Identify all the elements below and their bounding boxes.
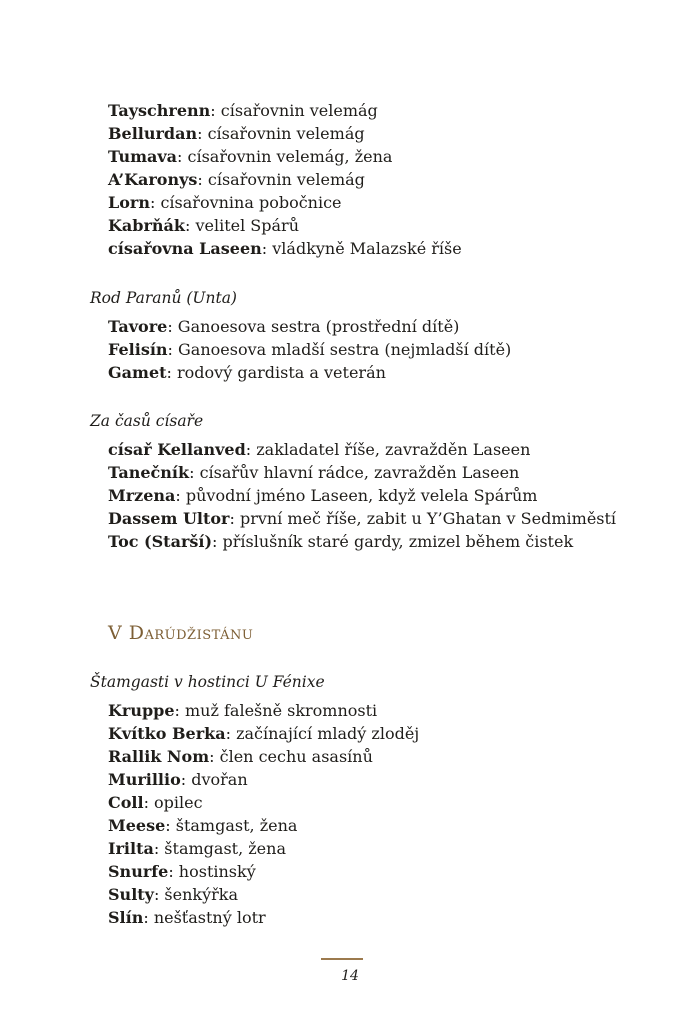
character-description: : příslušník staré gardy, zmizel během čistek	[212, 532, 574, 551]
character-description: : vládkyně Malazské říše	[261, 239, 462, 258]
character-description: : opilec	[143, 793, 203, 812]
character-description: : muž falešně skromnosti	[174, 701, 378, 720]
character-description: : zakladatel říše, zavražděn Laseen	[245, 440, 531, 459]
character-name: Coll	[108, 793, 144, 812]
page-number: 14	[341, 968, 359, 984]
character-name: Tavore	[108, 317, 168, 336]
list-item	[108, 885, 238, 905]
character-name: A’Karonys	[108, 170, 198, 189]
character-name: Lorn	[108, 193, 150, 212]
character-description: : Ganoesova sestra (prostřední dítě)	[167, 317, 460, 336]
list-item	[108, 216, 299, 236]
character-name: Rallik Nom	[108, 747, 210, 766]
character-name: Felisín	[108, 340, 168, 359]
list-item	[108, 701, 377, 721]
list-item	[108, 509, 616, 529]
character-name: Mrzena	[108, 486, 176, 505]
character-description: : štamgast, žena	[153, 839, 286, 858]
character-name: Kvítko Berka	[108, 724, 226, 743]
character-name: Gamet	[108, 363, 167, 382]
character-description: : původní jméno Laseen, když velela Spárům	[175, 486, 538, 505]
list-item	[108, 908, 266, 928]
list-item	[108, 532, 573, 552]
list-item	[108, 340, 511, 360]
list-item	[108, 101, 378, 121]
character-name: Tayschrenn	[108, 101, 211, 120]
character-name: Kabrňák	[108, 216, 185, 235]
character-name: Sulty	[108, 885, 154, 904]
group-heading: Za časů císaře	[90, 412, 204, 430]
character-name: Bellurdan	[108, 124, 198, 143]
character-name: Irilta	[108, 839, 154, 858]
character-description: : nešťastný lotr	[143, 908, 266, 927]
character-name: Snurfe	[108, 862, 169, 881]
character-description: : začínající mladý zloděj	[225, 724, 420, 743]
list-item	[108, 239, 462, 259]
list-item	[108, 170, 365, 190]
character-name: císařovna Laseen	[108, 239, 262, 258]
list-item	[108, 317, 459, 337]
character-description: : císařovnin velemág	[197, 170, 365, 189]
group-heading: Štamgasti v hostinci U Fénixe	[90, 673, 325, 691]
character-description: : štamgast, žena	[165, 816, 298, 835]
character-description: : hostinský	[168, 862, 256, 881]
list-item	[108, 440, 530, 460]
list-item	[108, 147, 392, 167]
character-description: : šenkýřka	[153, 885, 239, 904]
character-description: : císařovnin velemág	[197, 124, 365, 143]
character-name: Dassem Ultor	[108, 509, 230, 528]
section-title: V Darúdžistánu	[108, 622, 254, 644]
character-description: : císařovnin velemág	[210, 101, 378, 120]
character-description: : císařovnina pobočnice	[149, 193, 342, 212]
list-item	[108, 747, 373, 767]
character-name: Kruppe	[108, 701, 175, 720]
list-item	[108, 816, 297, 836]
page-number-rule	[321, 958, 363, 960]
character-name: Meese	[108, 816, 166, 835]
character-name: Slín	[108, 908, 144, 927]
list-item	[108, 486, 537, 506]
group-heading: Rod Paranů (Unta)	[90, 289, 237, 307]
list-item	[108, 124, 365, 144]
character-description: : rodový gardista a veterán	[166, 363, 386, 382]
character-name: Tanečník	[108, 463, 190, 482]
list-item	[108, 862, 256, 882]
character-name: Tumava	[108, 147, 178, 166]
character-description: : první meč říše, zabit u Y’Ghatan v Sedmiměstí	[229, 509, 617, 528]
list-item	[108, 793, 203, 813]
character-description: : Ganoesova mladší sestra (nejmladší dítě)	[167, 340, 512, 359]
character-name: Toc (Starší)	[108, 532, 213, 551]
character-name: císař Kellanved	[108, 440, 246, 459]
list-item	[108, 193, 342, 213]
list-item	[108, 363, 386, 383]
character-description: : člen cechu asasínů	[209, 747, 373, 766]
character-description: : dvořan	[180, 770, 248, 789]
list-item	[108, 839, 286, 859]
list-item	[108, 724, 419, 744]
character-description: : velitel Spárů	[184, 216, 299, 235]
list-item	[108, 770, 248, 790]
character-description: : císařovnin velemág, žena	[177, 147, 393, 166]
character-description: : císařův hlavní rádce, zavražděn Laseen	[189, 463, 520, 482]
character-name: Murillio	[108, 770, 181, 789]
list-item	[108, 463, 519, 483]
